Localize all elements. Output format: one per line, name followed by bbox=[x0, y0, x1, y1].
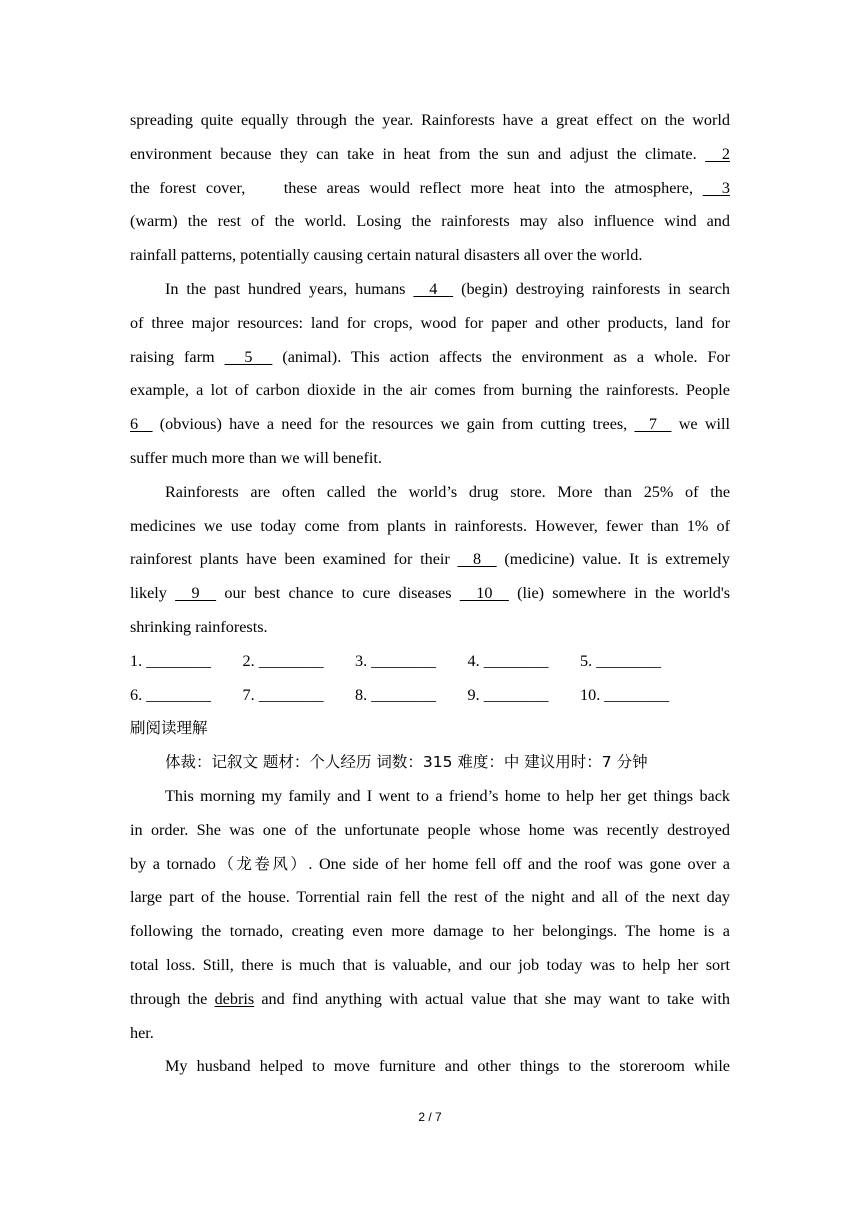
text-line: suffer much more than we will benefit. bbox=[130, 448, 382, 467]
text-segment: raising farm bbox=[130, 347, 215, 366]
text-line: rainfall patterns, potentially causing certain natural disasters all over the world. bbox=[130, 246, 643, 265]
blank-8: 8 bbox=[457, 550, 497, 569]
underlined-word: debris bbox=[214, 989, 255, 1008]
text-line: total loss. Still, there is much that is valuable, and our job today was to help her sort bbox=[130, 955, 730, 974]
blank-6: 6 bbox=[130, 415, 153, 434]
text-line: large part of the house. Torrential rain fell the rest of the night and all of the next day bbox=[130, 888, 730, 907]
text-line bbox=[130, 273, 730, 307]
answer-row bbox=[130, 679, 730, 713]
text-segment: through the bbox=[130, 989, 208, 1008]
text-segment: (obvious) have a need for the resources we gain from cutting trees, bbox=[159, 415, 628, 434]
blank-3: 3 bbox=[702, 178, 731, 197]
section-heading: 刷阅读理解 bbox=[130, 719, 208, 738]
text-line: Rainforests are often called the world’s drug store. More than 25% of the bbox=[165, 482, 730, 501]
text-line: her. bbox=[130, 1023, 154, 1042]
answer-blank[interactable]: 8. ________ bbox=[355, 685, 436, 704]
text-line: of three major resources: land for crops, wood for paper and other products, land for bbox=[130, 313, 730, 332]
passage-info: 体裁：记叙文 题材：个人经历 词数：315 难度：中 建议用时：7 分钟 bbox=[165, 753, 648, 772]
blank-10: 10 bbox=[459, 584, 509, 603]
text-line bbox=[130, 138, 730, 172]
text-line: following the tornado, creating even more damage to her belongings. The home is a bbox=[130, 922, 730, 941]
text-segment: (begin) destroying rainforests in search bbox=[461, 279, 731, 298]
answer-blank[interactable]: 5. ________ bbox=[580, 651, 661, 670]
text-line bbox=[130, 341, 730, 375]
blank-7: 7 bbox=[634, 415, 672, 434]
answer-blank[interactable]: 2. ________ bbox=[242, 651, 324, 670]
text-line: This morning my family and I went to a friend’s home to help her get things back bbox=[165, 786, 730, 805]
blank-4: 4 bbox=[413, 279, 454, 298]
gloss: （龙卷风） bbox=[215, 854, 309, 873]
text-segment: (medicine) value. It is extremely bbox=[504, 550, 730, 569]
text-segment: we will bbox=[678, 415, 731, 434]
text-line: in order. She was one of the unfortunate people whose home was recently destroyed bbox=[130, 820, 730, 839]
text-line bbox=[130, 577, 730, 611]
blank-5: 5 bbox=[224, 347, 273, 366]
answer-blank[interactable]: 9. ________ bbox=[467, 685, 549, 704]
text-segment: . One side of her home fell off and the roof was gone over a bbox=[308, 854, 730, 873]
document-page bbox=[130, 104, 730, 1084]
text-line: spreading quite equally through the year. Rainforests have a great effect on the world bbox=[130, 111, 730, 129]
text-line: (warm) the rest of the world. Losing the rainforests may also influence wind and bbox=[130, 212, 730, 231]
text-segment: and find anything with actual value that she may want to take with bbox=[261, 989, 731, 1008]
blank-9: 9 bbox=[175, 584, 217, 603]
answer-blank[interactable]: 4. ________ bbox=[467, 651, 549, 670]
text-segment: rainforest plants have been examined for their bbox=[130, 550, 450, 569]
text-segment: In the past hundred years, humans bbox=[165, 279, 406, 298]
answer-blank[interactable]: 3. ________ bbox=[355, 651, 436, 670]
text-line: example, a lot of carbon dioxide in the air comes from burning the rainforests. People bbox=[130, 381, 730, 400]
text-line bbox=[130, 543, 730, 577]
text-line bbox=[130, 408, 730, 442]
text-segment: (animal). This action affects the environment as a whole. For bbox=[282, 347, 731, 366]
blank-2: 2 bbox=[705, 144, 731, 163]
text-segment: by a tornado bbox=[130, 854, 216, 873]
text-line bbox=[130, 848, 730, 882]
answer-blank[interactable]: 10. ________ bbox=[580, 685, 670, 704]
text-segment: our best chance to cure diseases bbox=[224, 584, 452, 603]
answer-row bbox=[130, 645, 730, 679]
text-line bbox=[130, 983, 730, 1017]
text-line bbox=[130, 172, 730, 206]
answer-blank[interactable]: 6. ________ bbox=[130, 685, 211, 704]
text-segment: the forest cover, these areas would reflect more heat into the atmosphere, bbox=[130, 178, 694, 197]
answer-blank[interactable]: 1. ________ bbox=[130, 651, 211, 670]
text-line: shrinking rainforests. bbox=[130, 617, 268, 636]
text-line: medicines we use today come from plants in rainforests. However, fewer than 1% of bbox=[130, 516, 730, 535]
text-segment: environment because they can take in heat from the sun and adjust the climate. bbox=[130, 144, 697, 163]
page-number: 2 / 7 bbox=[418, 1110, 442, 1124]
text-segment: (lie) somewhere in the world's bbox=[517, 584, 731, 603]
answer-blank[interactable]: 7. ________ bbox=[242, 685, 324, 704]
text-line: My husband helped to move furniture and other things to the storeroom while bbox=[165, 1057, 730, 1076]
text-segment: likely bbox=[130, 584, 167, 603]
